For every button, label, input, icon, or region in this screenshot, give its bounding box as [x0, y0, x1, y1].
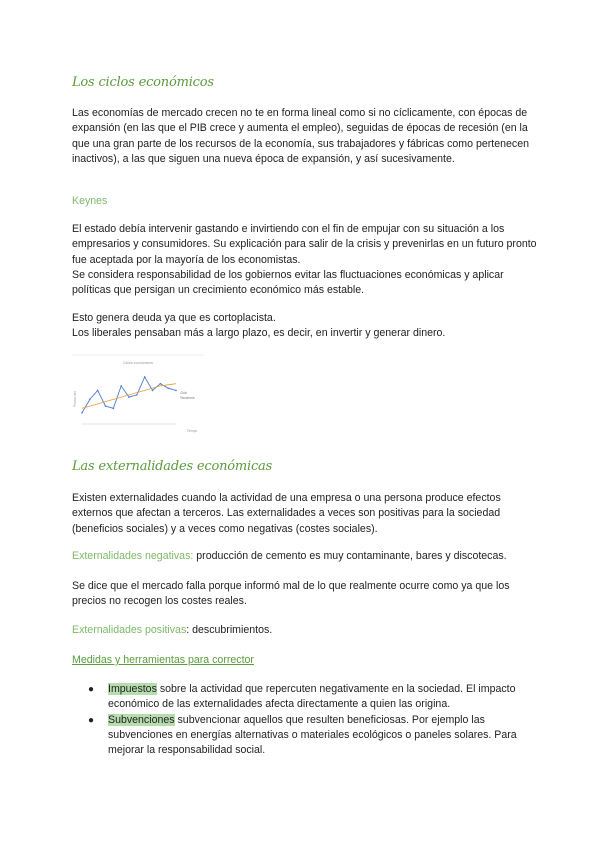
- positive-externalities-line: [72, 623, 537, 638]
- chart-point: [144, 376, 146, 378]
- bullet-icon: ●: [88, 684, 95, 695]
- term-impuestos: Impuestos: [108, 683, 157, 695]
- chart-point: [167, 387, 169, 389]
- chart-point: [160, 383, 162, 385]
- section-title-externalidades: Las externalidades económicas: [72, 459, 273, 474]
- chart-title: Ciclos económicos: [123, 361, 153, 365]
- debt-paragraph: [72, 311, 537, 342]
- chart-point: [105, 405, 107, 407]
- measures-heading-line: [72, 653, 537, 668]
- chart-point: [136, 394, 138, 396]
- economic-cycle-chart: [72, 354, 204, 434]
- measures-title-link[interactable]: Medidas y herramientas para corrector: [72, 654, 254, 666]
- list-item-subvenciones: [72, 713, 532, 759]
- keynes-subtitle: Keynes: [72, 195, 108, 207]
- debt-line: Esto genera deuda ya que es cortoplacista.: [72, 312, 276, 324]
- bullet-icon: ●: [88, 714, 95, 726]
- negative-externalities-text: producción de cemento es muy contaminante, bares y discotecas.: [193, 550, 507, 562]
- chart-point: [175, 390, 177, 392]
- chart-point: [89, 399, 91, 401]
- ciclos-intro-paragraph: Las economías de mercado crecen no te en forma lineal como si no cíclicamente, con épocas de expansión (en las que el PIB crece y aumenta el empleo), seguidas de épocas de recesión (en la que una gran parte de los recursos de la economía, sus trabajadores y fábricas como pertenecen inactivos), a las que siguen una nueva época de expansión, y así sucesivamente.: [72, 107, 529, 165]
- chart-point: [152, 390, 154, 392]
- positive-externalities-label: Externalidades positivas: [72, 624, 187, 636]
- measures-list: [72, 682, 532, 758]
- chart-series-trend: [82, 384, 176, 409]
- subvenciones-text: subvencionar aquellos que resulten beneficiosas. Por ejemplo las subvenciones en energías alternativas o materiales ecológicos o paneles solares. Para mejorar la responsabilidad social.: [108, 713, 517, 757]
- chart-point: [97, 390, 99, 392]
- chart-xlabel: Tiempo: [186, 429, 198, 433]
- keynes-paragraph: [72, 222, 537, 298]
- positive-externalities-text: : descubrimientos.: [186, 624, 273, 636]
- chart-point: [113, 408, 115, 410]
- chart-point: [120, 385, 122, 387]
- chart-legend-trend: Tendencia: [180, 396, 195, 400]
- negative-externalities-label: Externalidades negativas:: [72, 550, 194, 562]
- chart-ylabel: Producción: [73, 391, 77, 407]
- chart-point: [81, 412, 83, 414]
- chart-legend-cycle: Ciclo: [180, 391, 188, 395]
- section-title-ciclos: Los ciclos económicos: [72, 75, 214, 90]
- debt-line: Los liberales pensaban más a largo plazo, es decir, en invertir y generar dinero.: [72, 327, 446, 340]
- keynes-line: Se considera responsabilidad de los gobiernos evitar las fluctuaciones económicas y aplicar políticas que persigan un crecimiento económico más estable.: [72, 268, 504, 297]
- impuestos-text: sobre la actividad que repercuten negativamente en la sociedad. El impacto económico de las externalidades afecta directamente a quien las origina.: [108, 683, 516, 711]
- list-item-impuestos: [72, 682, 532, 713]
- term-subvenciones: Subvenciones: [108, 713, 175, 726]
- externalidades-intro-paragraph: Existen externalidades cuando la actividad de una empresa o una persona produce efectos externos que afectan a terceros. Las externalidades a veces son positivas para la sociedad (beneficios sociales) y a veces como negativas (costes sociales).: [72, 492, 501, 535]
- negative-externalities-line: [72, 549, 537, 564]
- market-failure-paragraph: Se dice que el mercado falla porque informó mal de lo que realmente ocurre como ya que los precios no recogen los costes reales.: [72, 580, 510, 608]
- keynes-line: El estado debía intervenir gastando e invirtiendo con el fin de empujar con su situación a los empresarios y consumidores. Su explicación para salir de la crisis y prevenirlas en un futuro pronto fue aceptada por la mayoría de los economistas.: [72, 223, 537, 266]
- chart-point: [128, 396, 130, 398]
